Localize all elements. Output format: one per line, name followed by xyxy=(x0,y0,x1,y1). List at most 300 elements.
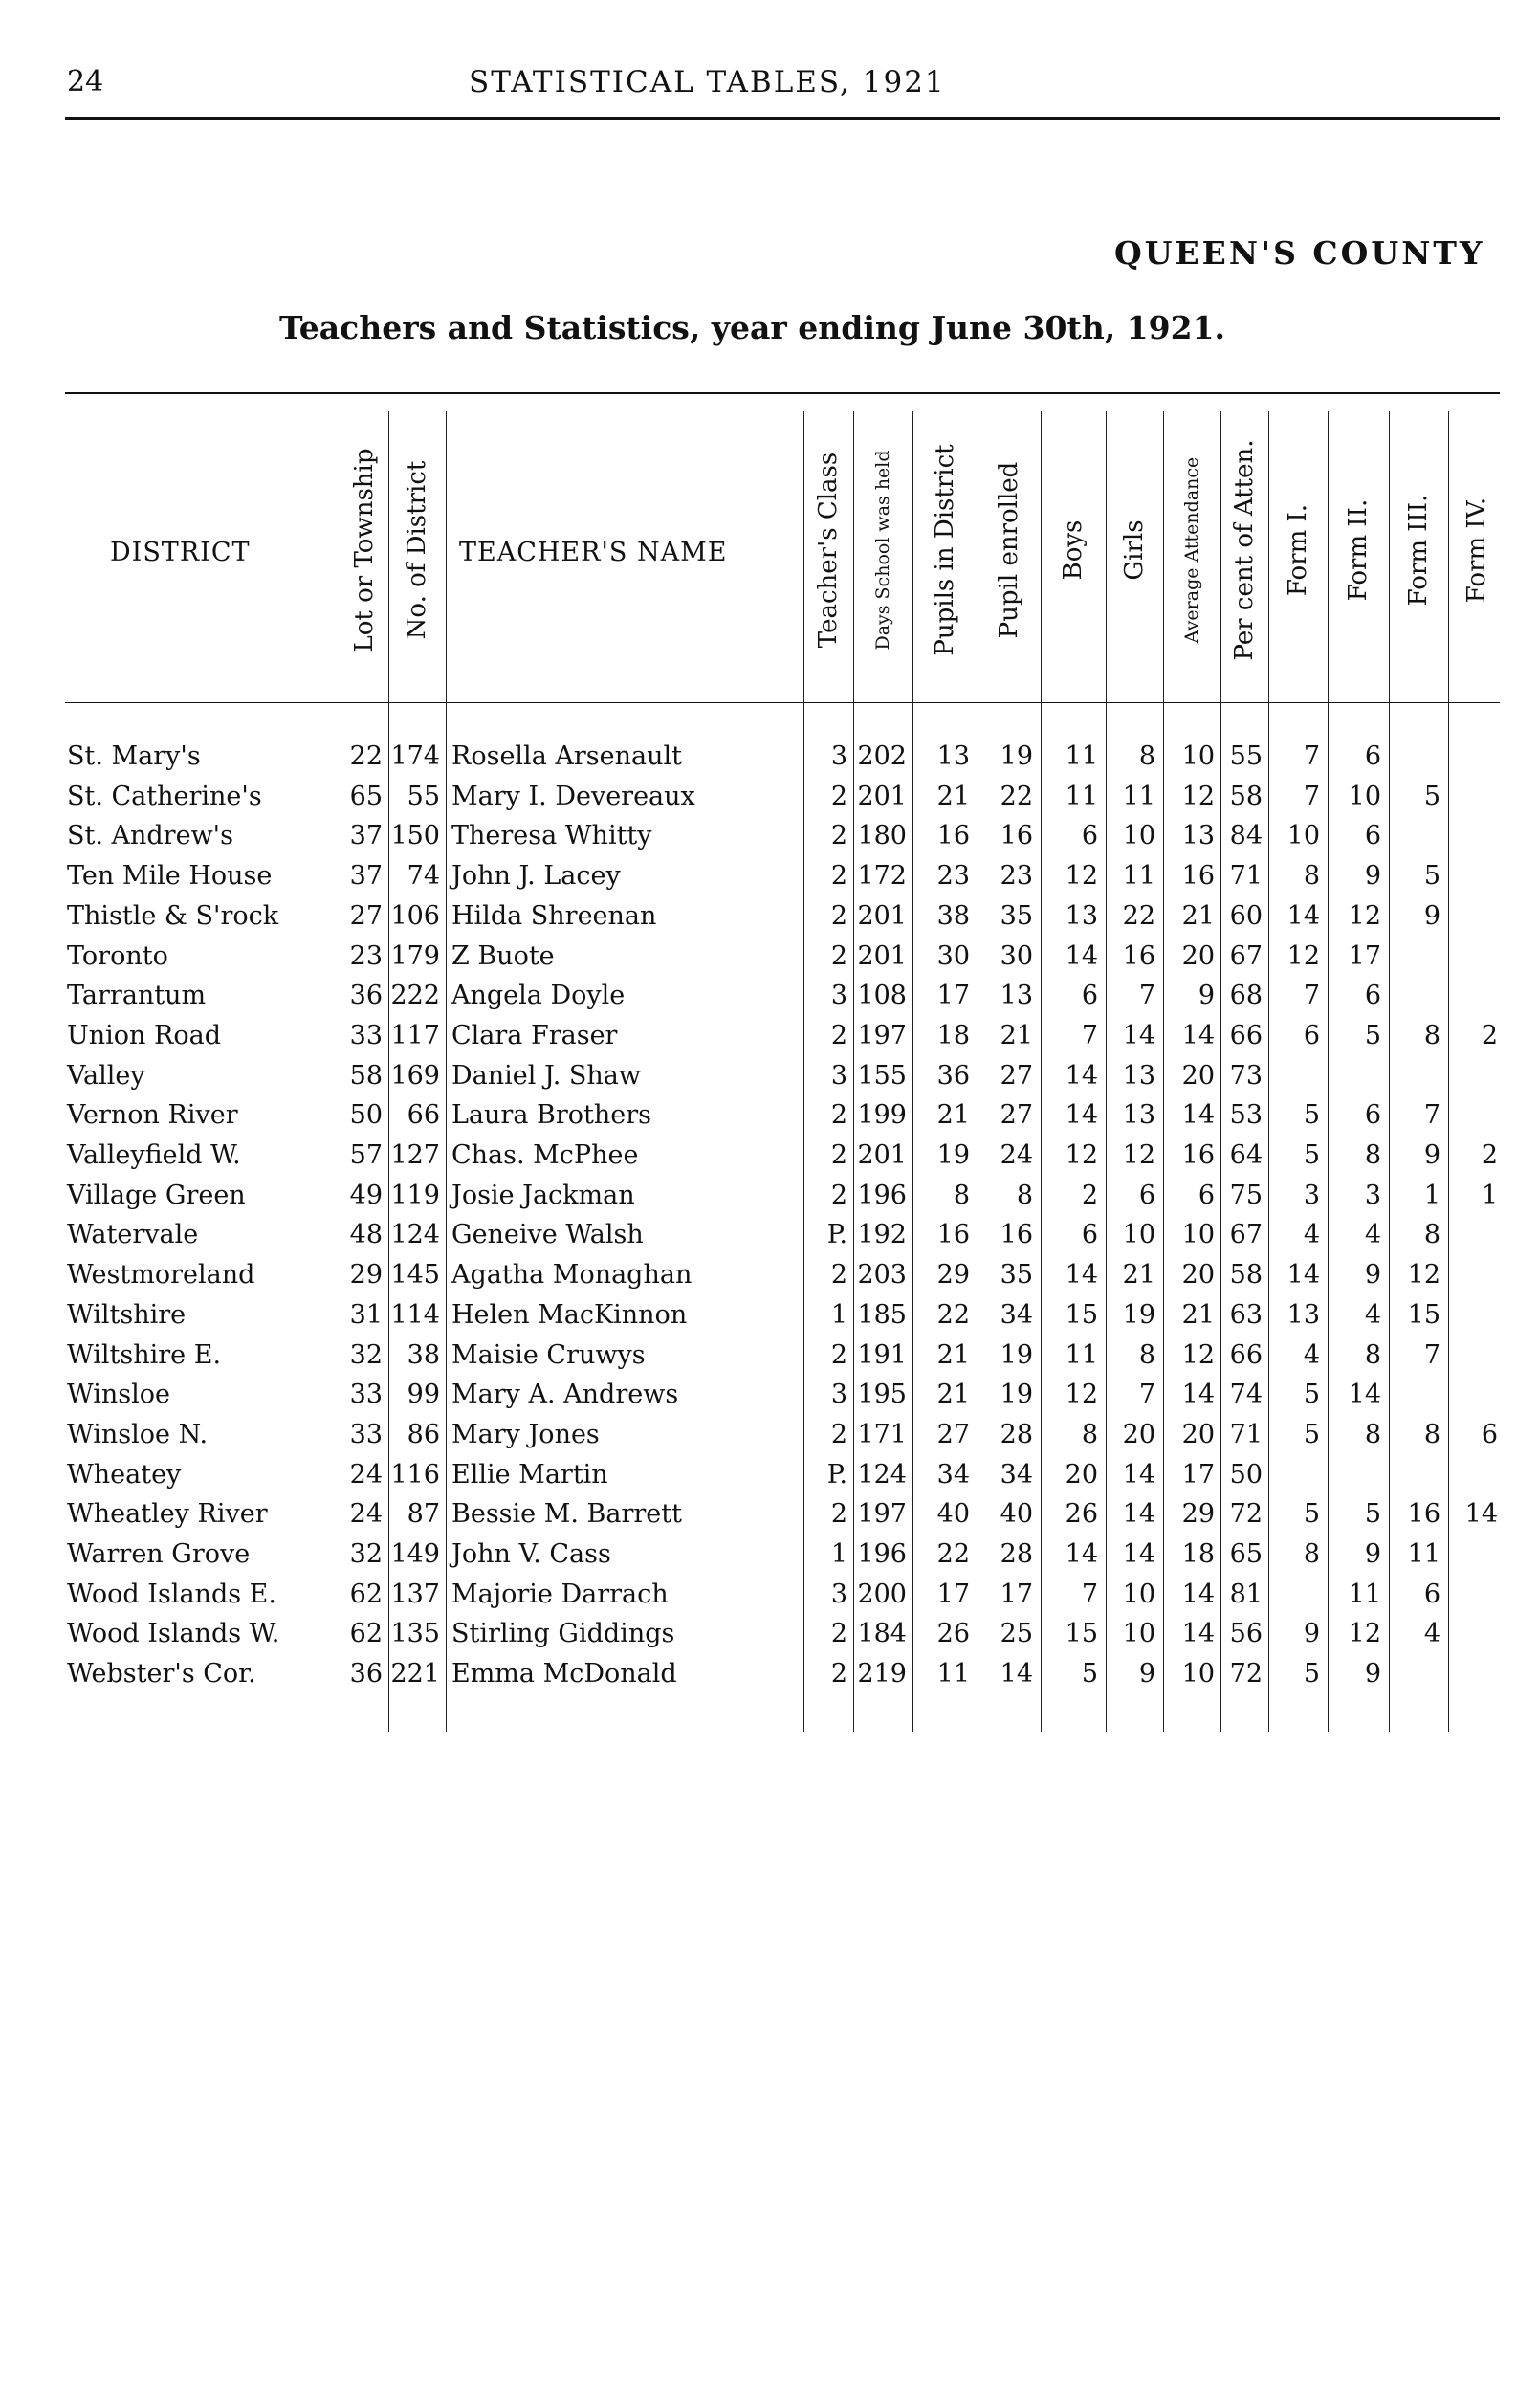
teacher-cell: Rosella Arsenault xyxy=(451,741,682,771)
boys-cell: 14 xyxy=(1065,1539,1098,1569)
pupils-cell: 21 xyxy=(936,781,970,811)
average-cell: 18 xyxy=(1181,1539,1215,1569)
district-no-cell: 174 xyxy=(390,741,440,771)
girls-cell: 21 xyxy=(1122,1260,1155,1291)
girls-cell: 10 xyxy=(1122,1579,1155,1609)
average-cell: 14 xyxy=(1181,1100,1215,1131)
days-cell: 108 xyxy=(857,981,907,1011)
form2-cell: 17 xyxy=(1348,940,1381,971)
teacher-cell: Stirling Giddings xyxy=(451,1619,675,1649)
district-cell: Tarrantum xyxy=(67,981,207,1011)
header-form1: Form I. xyxy=(1284,503,1312,597)
form1-cell: 12 xyxy=(1286,940,1320,971)
pupils-cell: 11 xyxy=(936,1659,970,1690)
percent-cell: 75 xyxy=(1229,1180,1263,1210)
pupils-cell: 8 xyxy=(953,1180,970,1210)
class-cell: P. xyxy=(826,1459,847,1490)
form1-cell: 5 xyxy=(1303,1419,1320,1449)
district-cell: Warren Grove xyxy=(67,1539,251,1569)
district-cell: Ten Mile House xyxy=(67,861,273,892)
average-cell: 10 xyxy=(1181,1220,1215,1250)
form2-cell: 14 xyxy=(1348,1380,1381,1410)
teacher-cell: Daniel J. Shaw xyxy=(451,1060,641,1091)
district-cell: St. Mary's xyxy=(67,741,201,771)
district-no-cell: 124 xyxy=(390,1220,440,1250)
pupils-cell: 23 xyxy=(936,861,970,892)
form1-cell: 7 xyxy=(1303,781,1320,811)
enrolled-cell: 25 xyxy=(1000,1619,1033,1649)
enrolled-cell: 34 xyxy=(1000,1459,1033,1490)
days-cell: 171 xyxy=(857,1419,907,1449)
form1-cell: 4 xyxy=(1303,1220,1320,1250)
table-row xyxy=(0,821,1517,861)
percent-cell: 84 xyxy=(1229,821,1263,851)
teacher-cell: Geneive Walsh xyxy=(451,1220,644,1250)
class-cell: 2 xyxy=(830,1180,847,1210)
form1-cell: 8 xyxy=(1303,1539,1320,1569)
table-row xyxy=(0,941,1517,982)
header-percent: Per cent of Atten. xyxy=(1230,439,1259,661)
district-no-cell: 150 xyxy=(390,821,440,851)
days-cell: 124 xyxy=(857,1459,907,1490)
boys-cell: 11 xyxy=(1065,741,1098,771)
lot-cell: 36 xyxy=(349,981,383,1011)
form3-cell: 16 xyxy=(1407,1499,1440,1530)
form4-cell: 14 xyxy=(1464,1499,1498,1530)
district-cell: Toronto xyxy=(67,940,168,971)
teacher-cell: John V. Cass xyxy=(451,1539,611,1569)
district-cell: Winsloe xyxy=(67,1380,171,1410)
table-row xyxy=(0,1021,1517,1061)
form3-cell: 12 xyxy=(1407,1260,1440,1291)
days-cell: 201 xyxy=(857,1140,907,1170)
form3-cell: 7 xyxy=(1423,1100,1440,1131)
form1-cell: 14 xyxy=(1286,900,1320,931)
district-cell: Union Road xyxy=(67,1020,221,1050)
form1-cell: 5 xyxy=(1303,1499,1320,1530)
form4-cell: 1 xyxy=(1481,1180,1498,1210)
table-row xyxy=(0,1300,1517,1340)
days-cell: 195 xyxy=(857,1380,907,1410)
lot-cell: 62 xyxy=(349,1579,383,1609)
district-cell: Watervale xyxy=(67,1220,199,1250)
pupils-cell: 16 xyxy=(936,821,970,851)
enrolled-cell: 16 xyxy=(1000,821,1033,851)
lot-cell: 37 xyxy=(349,861,383,892)
girls-cell: 16 xyxy=(1122,940,1155,971)
form2-cell: 12 xyxy=(1348,1619,1381,1649)
district-no-cell: 221 xyxy=(390,1659,440,1690)
lot-cell: 36 xyxy=(349,1659,383,1690)
average-cell: 21 xyxy=(1181,900,1215,931)
district-no-cell: 74 xyxy=(407,861,440,892)
lot-cell: 32 xyxy=(349,1539,383,1569)
district-cell: St. Catherine's xyxy=(67,781,262,811)
percent-cell: 64 xyxy=(1229,1140,1263,1170)
girls-cell: 8 xyxy=(1138,741,1155,771)
class-cell: 2 xyxy=(830,1659,847,1690)
form3-cell: 7 xyxy=(1423,1339,1440,1370)
form3-cell: 8 xyxy=(1423,1419,1440,1449)
lot-cell: 33 xyxy=(349,1020,383,1050)
enrolled-cell: 24 xyxy=(1000,1140,1033,1170)
district-no-cell: 86 xyxy=(407,1419,440,1449)
enrolled-cell: 17 xyxy=(1000,1579,1033,1609)
days-cell: 201 xyxy=(857,900,907,931)
pupils-cell: 29 xyxy=(936,1260,970,1291)
boys-cell: 15 xyxy=(1065,1619,1098,1649)
enrolled-cell: 35 xyxy=(1000,900,1033,931)
header-form2: Form II. xyxy=(1344,498,1373,602)
district-cell: Thistle & S'rock xyxy=(67,900,279,931)
pupils-cell: 27 xyxy=(936,1419,970,1449)
boys-cell: 7 xyxy=(1081,1020,1098,1050)
form3-cell: 5 xyxy=(1423,861,1440,892)
lot-cell: 33 xyxy=(349,1419,383,1449)
table-row xyxy=(0,1100,1517,1140)
percent-cell: 60 xyxy=(1229,900,1263,931)
days-cell: 184 xyxy=(857,1619,907,1649)
form1-cell: 9 xyxy=(1303,1619,1320,1649)
district-no-cell: 55 xyxy=(407,781,440,811)
teacher-cell: Maisie Cruwys xyxy=(451,1339,646,1370)
boys-cell: 5 xyxy=(1081,1659,1098,1690)
average-cell: 20 xyxy=(1181,1260,1215,1291)
boys-cell: 6 xyxy=(1081,821,1098,851)
pupils-cell: 21 xyxy=(936,1339,970,1370)
table-row xyxy=(0,901,1517,941)
district-cell: Valleyfield W. xyxy=(67,1140,241,1170)
form2-cell: 3 xyxy=(1364,1180,1381,1210)
days-cell: 200 xyxy=(857,1579,907,1609)
average-cell: 16 xyxy=(1181,1140,1215,1170)
form2-cell: 6 xyxy=(1364,741,1381,771)
days-cell: 201 xyxy=(857,781,907,811)
form1-cell: 7 xyxy=(1303,981,1320,1011)
form1-cell: 7 xyxy=(1303,741,1320,771)
lot-cell: 37 xyxy=(349,821,383,851)
class-cell: 3 xyxy=(830,1060,847,1091)
header-average: Average Attendance xyxy=(1181,456,1202,644)
form2-cell: 6 xyxy=(1364,1100,1381,1131)
district-no-cell: 137 xyxy=(390,1579,440,1609)
girls-cell: 19 xyxy=(1122,1299,1155,1330)
form3-cell: 5 xyxy=(1423,781,1440,811)
form1-cell: 10 xyxy=(1286,821,1320,851)
district-cell: Valley xyxy=(67,1060,145,1091)
percent-cell: 73 xyxy=(1229,1060,1263,1091)
district-no-cell: 145 xyxy=(390,1260,440,1291)
teacher-cell: Helen MacKinnon xyxy=(451,1299,688,1330)
table-row xyxy=(0,1260,1517,1300)
percent-cell: 56 xyxy=(1229,1619,1263,1649)
percent-cell: 72 xyxy=(1229,1659,1263,1690)
class-cell: 2 xyxy=(830,1339,847,1370)
form1-cell: 5 xyxy=(1303,1380,1320,1410)
teacher-cell: John J. Lacey xyxy=(451,861,621,892)
average-cell: 14 xyxy=(1181,1020,1215,1050)
district-cell: St. Andrew's xyxy=(67,821,233,851)
form2-cell: 6 xyxy=(1364,821,1381,851)
district-no-cell: 116 xyxy=(390,1459,440,1490)
lot-cell: 57 xyxy=(349,1140,383,1170)
percent-cell: 67 xyxy=(1229,1220,1263,1250)
pupils-cell: 19 xyxy=(936,1140,970,1170)
average-cell: 12 xyxy=(1181,781,1215,811)
percent-cell: 74 xyxy=(1229,1380,1263,1410)
average-cell: 10 xyxy=(1181,741,1215,771)
district-no-cell: 149 xyxy=(390,1539,440,1569)
percent-cell: 53 xyxy=(1229,1100,1263,1131)
enrolled-cell: 27 xyxy=(1000,1060,1033,1091)
table-row xyxy=(0,741,1517,782)
teacher-cell: Ellie Martin xyxy=(451,1459,608,1490)
table-top-rule xyxy=(65,392,1500,394)
days-cell: 192 xyxy=(857,1220,907,1250)
header-form3: Form III. xyxy=(1404,494,1433,607)
form2-cell: 10 xyxy=(1348,781,1381,811)
class-cell: 1 xyxy=(830,1299,847,1330)
district-no-cell: 169 xyxy=(390,1060,440,1091)
form1-cell: 5 xyxy=(1303,1100,1320,1131)
district-no-cell: 99 xyxy=(407,1380,440,1410)
class-cell: 1 xyxy=(830,1539,847,1569)
average-cell: 12 xyxy=(1181,1339,1215,1370)
form3-cell: 8 xyxy=(1423,1020,1440,1050)
average-cell: 14 xyxy=(1181,1579,1215,1609)
percent-cell: 55 xyxy=(1229,741,1263,771)
district-no-cell: 117 xyxy=(390,1020,440,1050)
form1-cell: 5 xyxy=(1303,1659,1320,1690)
average-cell: 9 xyxy=(1198,981,1215,1011)
class-cell: 2 xyxy=(830,781,847,811)
header-district: DISTRICT xyxy=(110,538,251,567)
girls-cell: 8 xyxy=(1138,1339,1155,1370)
lot-cell: 58 xyxy=(349,1060,383,1091)
form1-cell: 6 xyxy=(1303,1020,1320,1050)
teacher-cell: Z Buote xyxy=(451,940,555,971)
form2-cell: 9 xyxy=(1364,1260,1381,1291)
enrolled-cell: 14 xyxy=(1000,1659,1033,1690)
boys-cell: 14 xyxy=(1065,1100,1098,1131)
teacher-cell: Laura Brothers xyxy=(451,1100,651,1131)
table-row xyxy=(0,1460,1517,1500)
pupils-cell: 17 xyxy=(936,981,970,1011)
percent-cell: 58 xyxy=(1229,781,1263,811)
teacher-cell: Mary I. Devereaux xyxy=(451,781,695,811)
teacher-cell: Bessie M. Barrett xyxy=(451,1499,682,1530)
teacher-cell: Hilda Shreenan xyxy=(451,900,657,931)
form3-cell: 9 xyxy=(1423,1140,1440,1170)
enrolled-cell: 22 xyxy=(1000,781,1033,811)
pupils-cell: 17 xyxy=(936,1579,970,1609)
table-row xyxy=(0,861,1517,901)
class-cell: P. xyxy=(826,1220,847,1250)
days-cell: 191 xyxy=(857,1339,907,1370)
girls-cell: 14 xyxy=(1122,1459,1155,1490)
days-cell: 155 xyxy=(857,1060,907,1091)
lot-cell: 50 xyxy=(349,1100,383,1131)
days-cell: 202 xyxy=(857,741,907,771)
class-cell: 2 xyxy=(830,1100,847,1131)
average-cell: 20 xyxy=(1181,940,1215,971)
form2-cell: 8 xyxy=(1364,1339,1381,1370)
girls-cell: 14 xyxy=(1122,1539,1155,1569)
table-row xyxy=(0,1659,1517,1699)
district-cell: Winsloe N. xyxy=(67,1419,209,1449)
average-cell: 14 xyxy=(1181,1619,1215,1649)
lot-cell: 62 xyxy=(349,1619,383,1649)
boys-cell: 2 xyxy=(1081,1180,1098,1210)
percent-cell: 58 xyxy=(1229,1260,1263,1291)
header-teacher: TEACHER'S NAME xyxy=(459,538,728,567)
girls-cell: 6 xyxy=(1138,1180,1155,1210)
form2-cell: 5 xyxy=(1364,1020,1381,1050)
girls-cell: 20 xyxy=(1122,1419,1155,1449)
class-cell: 2 xyxy=(830,900,847,931)
lot-cell: 24 xyxy=(349,1499,383,1530)
pupils-cell: 22 xyxy=(936,1299,970,1330)
days-cell: 180 xyxy=(857,821,907,851)
header-days: Days School was held xyxy=(872,450,893,651)
teacher-cell: Angela Doyle xyxy=(451,981,626,1011)
form2-cell: 4 xyxy=(1364,1299,1381,1330)
days-cell: 196 xyxy=(857,1180,907,1210)
district-no-cell: 66 xyxy=(407,1100,440,1131)
lot-cell: 31 xyxy=(349,1299,383,1330)
percent-cell: 68 xyxy=(1229,981,1263,1011)
boys-cell: 11 xyxy=(1065,1339,1098,1370)
boys-cell: 8 xyxy=(1081,1419,1098,1449)
boys-cell: 26 xyxy=(1065,1499,1098,1530)
pupils-cell: 22 xyxy=(936,1539,970,1569)
teacher-cell: Josie Jackman xyxy=(451,1180,635,1210)
district-cell: Webster's Cor. xyxy=(67,1659,256,1690)
lot-cell: 65 xyxy=(349,781,383,811)
average-cell: 21 xyxy=(1181,1299,1215,1330)
table-row xyxy=(0,1580,1517,1620)
class-cell: 3 xyxy=(830,1579,847,1609)
class-cell: 2 xyxy=(830,1499,847,1530)
form2-cell: 6 xyxy=(1364,981,1381,1011)
form3-cell: 6 xyxy=(1423,1579,1440,1609)
district-cell: Wheatey xyxy=(67,1459,182,1490)
days-cell: 196 xyxy=(857,1539,907,1569)
pupils-cell: 21 xyxy=(936,1100,970,1131)
percent-cell: 66 xyxy=(1229,1339,1263,1370)
class-cell: 2 xyxy=(830,861,847,892)
district-cell: Wiltshire xyxy=(67,1299,187,1330)
district-no-cell: 106 xyxy=(390,900,440,931)
form2-cell: 5 xyxy=(1364,1499,1381,1530)
girls-cell: 22 xyxy=(1122,900,1155,931)
days-cell: 197 xyxy=(857,1020,907,1050)
table-row xyxy=(0,1380,1517,1420)
average-cell: 17 xyxy=(1181,1459,1215,1490)
header-lot: Lot or Township xyxy=(350,448,379,652)
header-rule xyxy=(65,117,1500,120)
table-row xyxy=(0,1181,1517,1221)
teacher-cell: Majorie Darrach xyxy=(451,1579,669,1609)
pupils-cell: 16 xyxy=(936,1220,970,1250)
class-cell: 2 xyxy=(830,821,847,851)
enrolled-cell: 34 xyxy=(1000,1299,1033,1330)
form4-cell: 6 xyxy=(1481,1419,1498,1449)
lot-cell: 27 xyxy=(349,900,383,931)
table-row xyxy=(0,1340,1517,1381)
district-no-cell: 87 xyxy=(407,1499,440,1530)
district-cell: Village Green xyxy=(67,1180,246,1210)
girls-cell: 7 xyxy=(1138,1380,1155,1410)
form1-cell: 4 xyxy=(1303,1339,1320,1370)
days-cell: 172 xyxy=(857,861,907,892)
teacher-cell: Theresa Whitty xyxy=(451,821,652,851)
enrolled-cell: 13 xyxy=(1000,981,1033,1011)
enrolled-cell: 30 xyxy=(1000,940,1033,971)
days-cell: 219 xyxy=(857,1659,907,1690)
page-number: 24 xyxy=(67,65,104,99)
pupils-cell: 21 xyxy=(936,1380,970,1410)
district-cell: Wheatley River xyxy=(67,1499,268,1530)
form2-cell: 11 xyxy=(1348,1579,1381,1609)
percent-cell: 63 xyxy=(1229,1299,1263,1330)
average-cell: 6 xyxy=(1198,1180,1215,1210)
header-form4: Form IV. xyxy=(1462,497,1491,604)
form2-cell: 8 xyxy=(1364,1419,1381,1449)
class-cell: 2 xyxy=(830,1140,847,1170)
teacher-cell: Emma McDonald xyxy=(451,1659,677,1690)
girls-cell: 9 xyxy=(1138,1659,1155,1690)
table-subtitle: Teachers and Statistics, year ending June 30th, 1921. xyxy=(279,309,1226,346)
girls-cell: 14 xyxy=(1122,1020,1155,1050)
table-row xyxy=(0,1420,1517,1460)
girls-cell: 12 xyxy=(1122,1140,1155,1170)
form1-cell: 14 xyxy=(1286,1260,1320,1291)
header-no-district: No. of District xyxy=(403,460,431,640)
percent-cell: 81 xyxy=(1229,1579,1263,1609)
table-row xyxy=(0,1539,1517,1580)
teacher-cell: Chas. McPhee xyxy=(451,1140,639,1170)
percent-cell: 72 xyxy=(1229,1499,1263,1530)
pupils-cell: 34 xyxy=(936,1459,970,1490)
enrolled-cell: 8 xyxy=(1016,1180,1033,1210)
enrolled-cell: 19 xyxy=(1000,741,1033,771)
percent-cell: 71 xyxy=(1229,1419,1263,1449)
girls-cell: 13 xyxy=(1122,1100,1155,1131)
pupils-cell: 36 xyxy=(936,1060,970,1091)
district-cell: Vernon River xyxy=(67,1100,238,1131)
district-cell: Westmoreland xyxy=(67,1260,255,1291)
district-no-cell: 179 xyxy=(390,940,440,971)
pupils-cell: 26 xyxy=(936,1619,970,1649)
form4-cell: 2 xyxy=(1481,1020,1498,1050)
table-row xyxy=(0,1499,1517,1539)
average-cell: 14 xyxy=(1181,1380,1215,1410)
girls-cell: 11 xyxy=(1122,861,1155,892)
boys-cell: 6 xyxy=(1081,1220,1098,1250)
form2-cell: 4 xyxy=(1364,1220,1381,1250)
table-row xyxy=(0,981,1517,1021)
form3-cell: 15 xyxy=(1407,1299,1440,1330)
days-cell: 203 xyxy=(857,1260,907,1291)
enrolled-cell: 35 xyxy=(1000,1260,1033,1291)
average-cell: 13 xyxy=(1181,821,1215,851)
lot-cell: 22 xyxy=(349,741,383,771)
boys-cell: 14 xyxy=(1065,1060,1098,1091)
boys-cell: 13 xyxy=(1065,900,1098,931)
form3-cell: 8 xyxy=(1423,1220,1440,1250)
average-cell: 16 xyxy=(1181,861,1215,892)
